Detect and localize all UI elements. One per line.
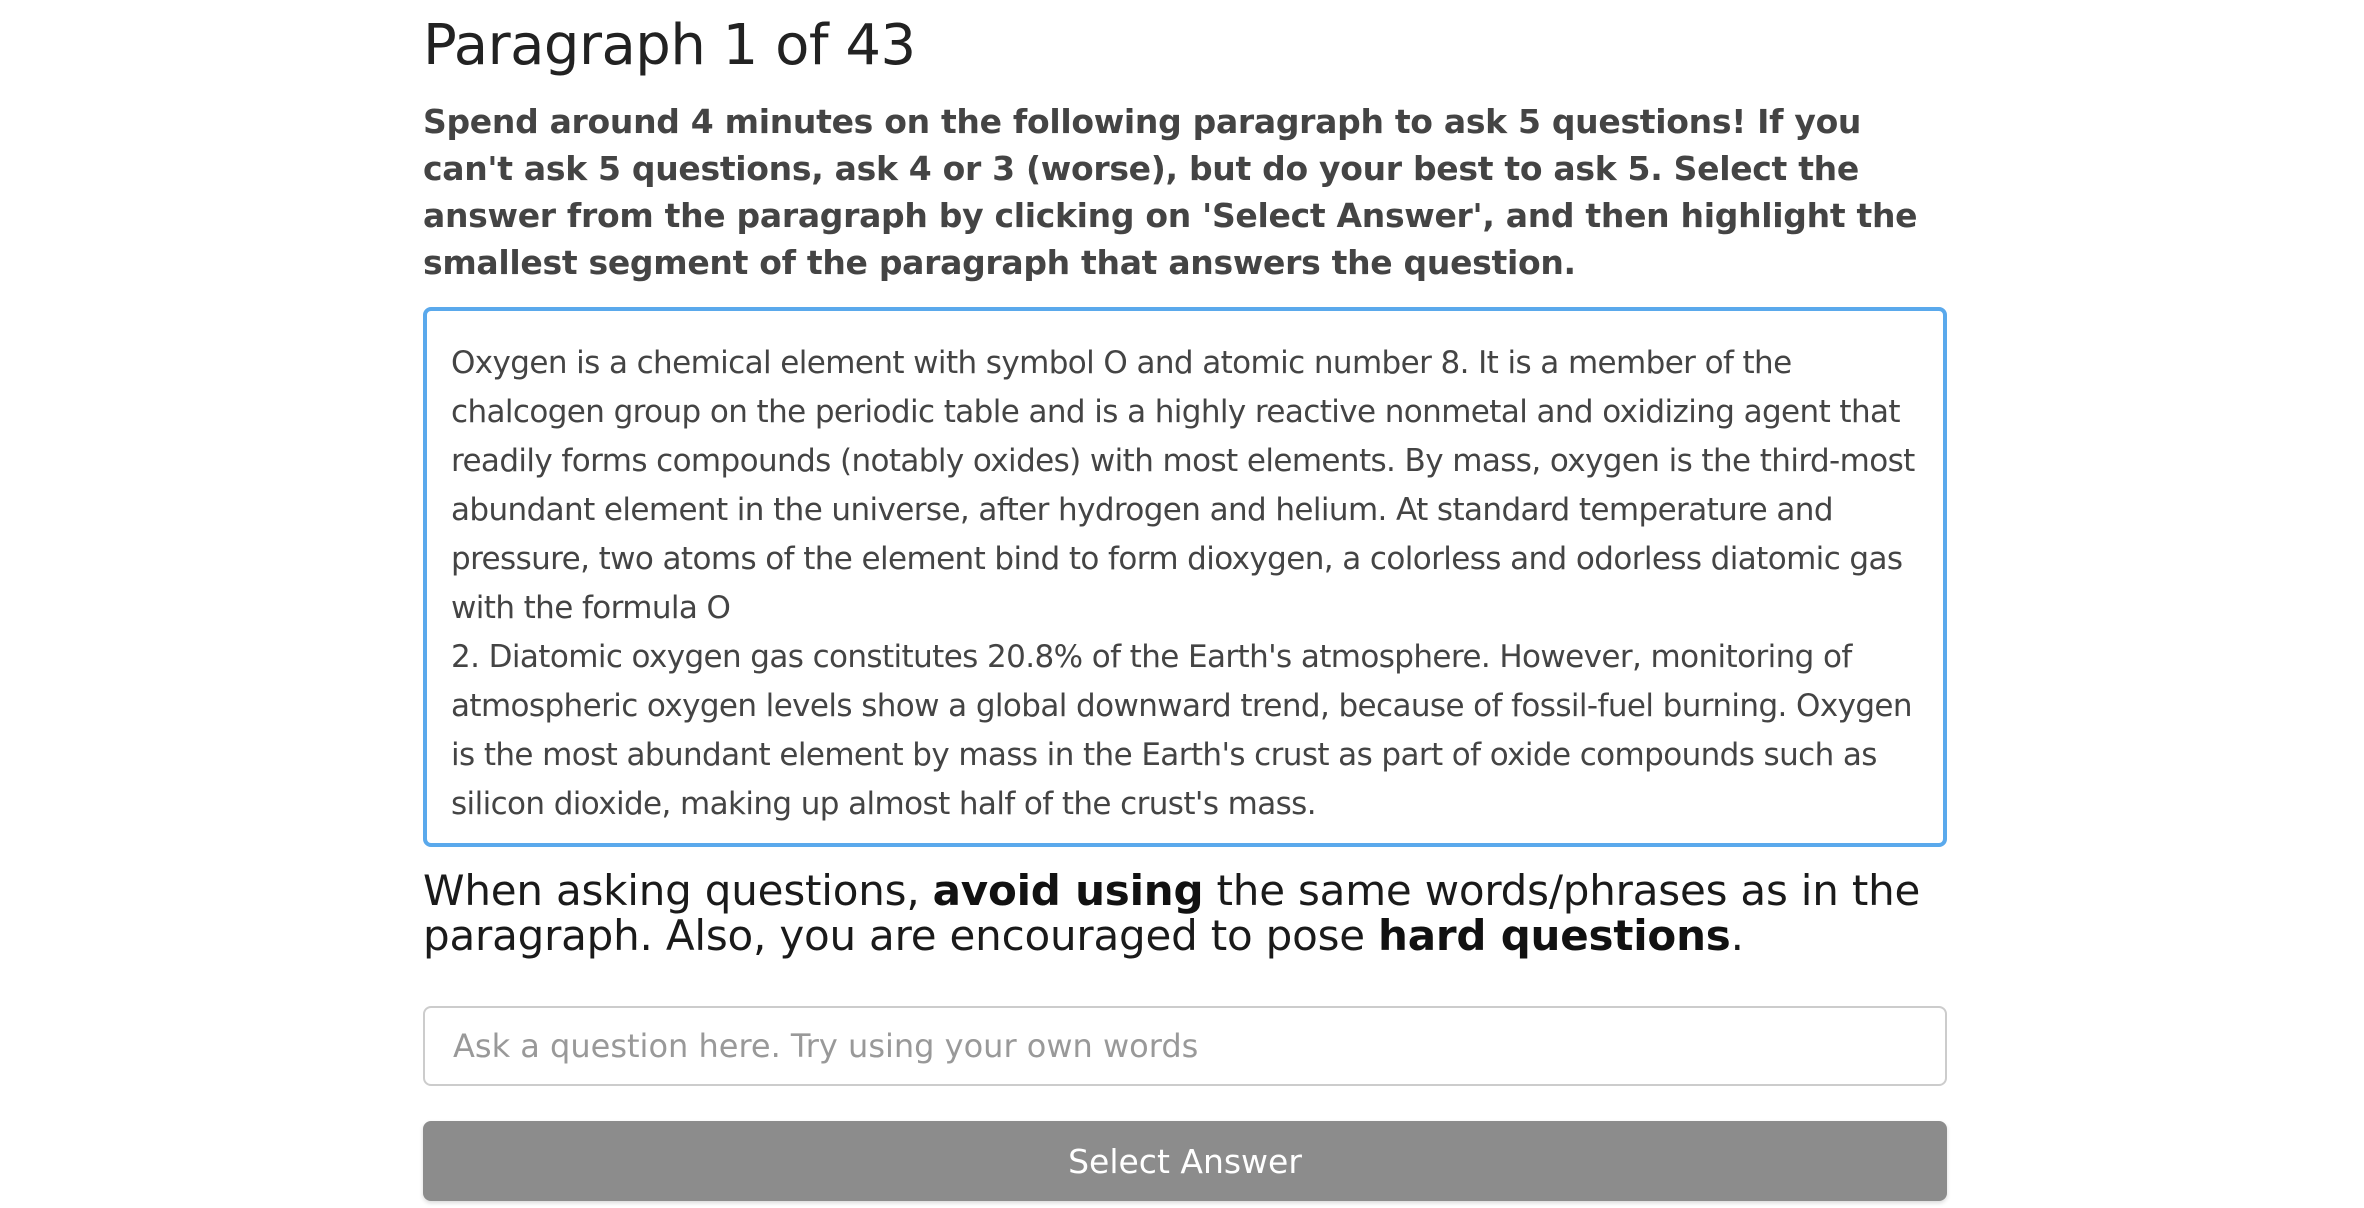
select-answer-button[interactable]: Select Answer xyxy=(423,1121,1947,1201)
page-title: Paragraph 1 of 43 xyxy=(423,13,916,78)
instructions-text: Spend around 4 minutes on the following paragraph to ask 5 questions! If you can't ask 5 questions, ask 4 or 3 (worse), but do your best to ask 5. Select the answer from the paragraph by clicking on 'Select Answer', and then highlight the smallest segment of the paragraph that answers the question. xyxy=(423,102,1918,282)
question-tip xyxy=(423,868,1947,958)
paragraph-box[interactable]: Oxygen is a chemical element with symbol O and atomic number 8. It is a member of the chalcogen group on the periodic table and is a highly reactive nonmetal and oxidizing agent that readily forms compounds (notably oxides) with most elements. By mass, oxygen is the third-most abundant element in the universe, after hydrogen and helium. At standard temperature and pressure, two atoms of the element bind to form dioxygen, a colorless and odorless diatomic gas with the formula O 2. Diatomic oxygen gas constitutes 20.8% of the Earth's atmosphere. However, monitoring of atmospheric oxygen levels show a global downward trend, because of fossil-fuel burning. Oxygen is the most abundant element by mass in the Earth's crust as part of oxide compounds such as silicon dioxide, making up almost half of the crust's mass. xyxy=(423,307,1947,847)
tip-text-3: . xyxy=(1730,911,1744,960)
tip-text-1: When asking questions, xyxy=(423,866,933,915)
question-input[interactable] xyxy=(423,1006,1947,1086)
tip-bold-avoid-using: avoid using xyxy=(932,866,1204,915)
main-container xyxy=(423,0,1947,1201)
tip-bold-hard-questions: hard questions xyxy=(1378,911,1731,960)
tip-text-2: the same words/phrases as in the paragraph. Also, you are encouraged to pose xyxy=(423,866,1921,960)
